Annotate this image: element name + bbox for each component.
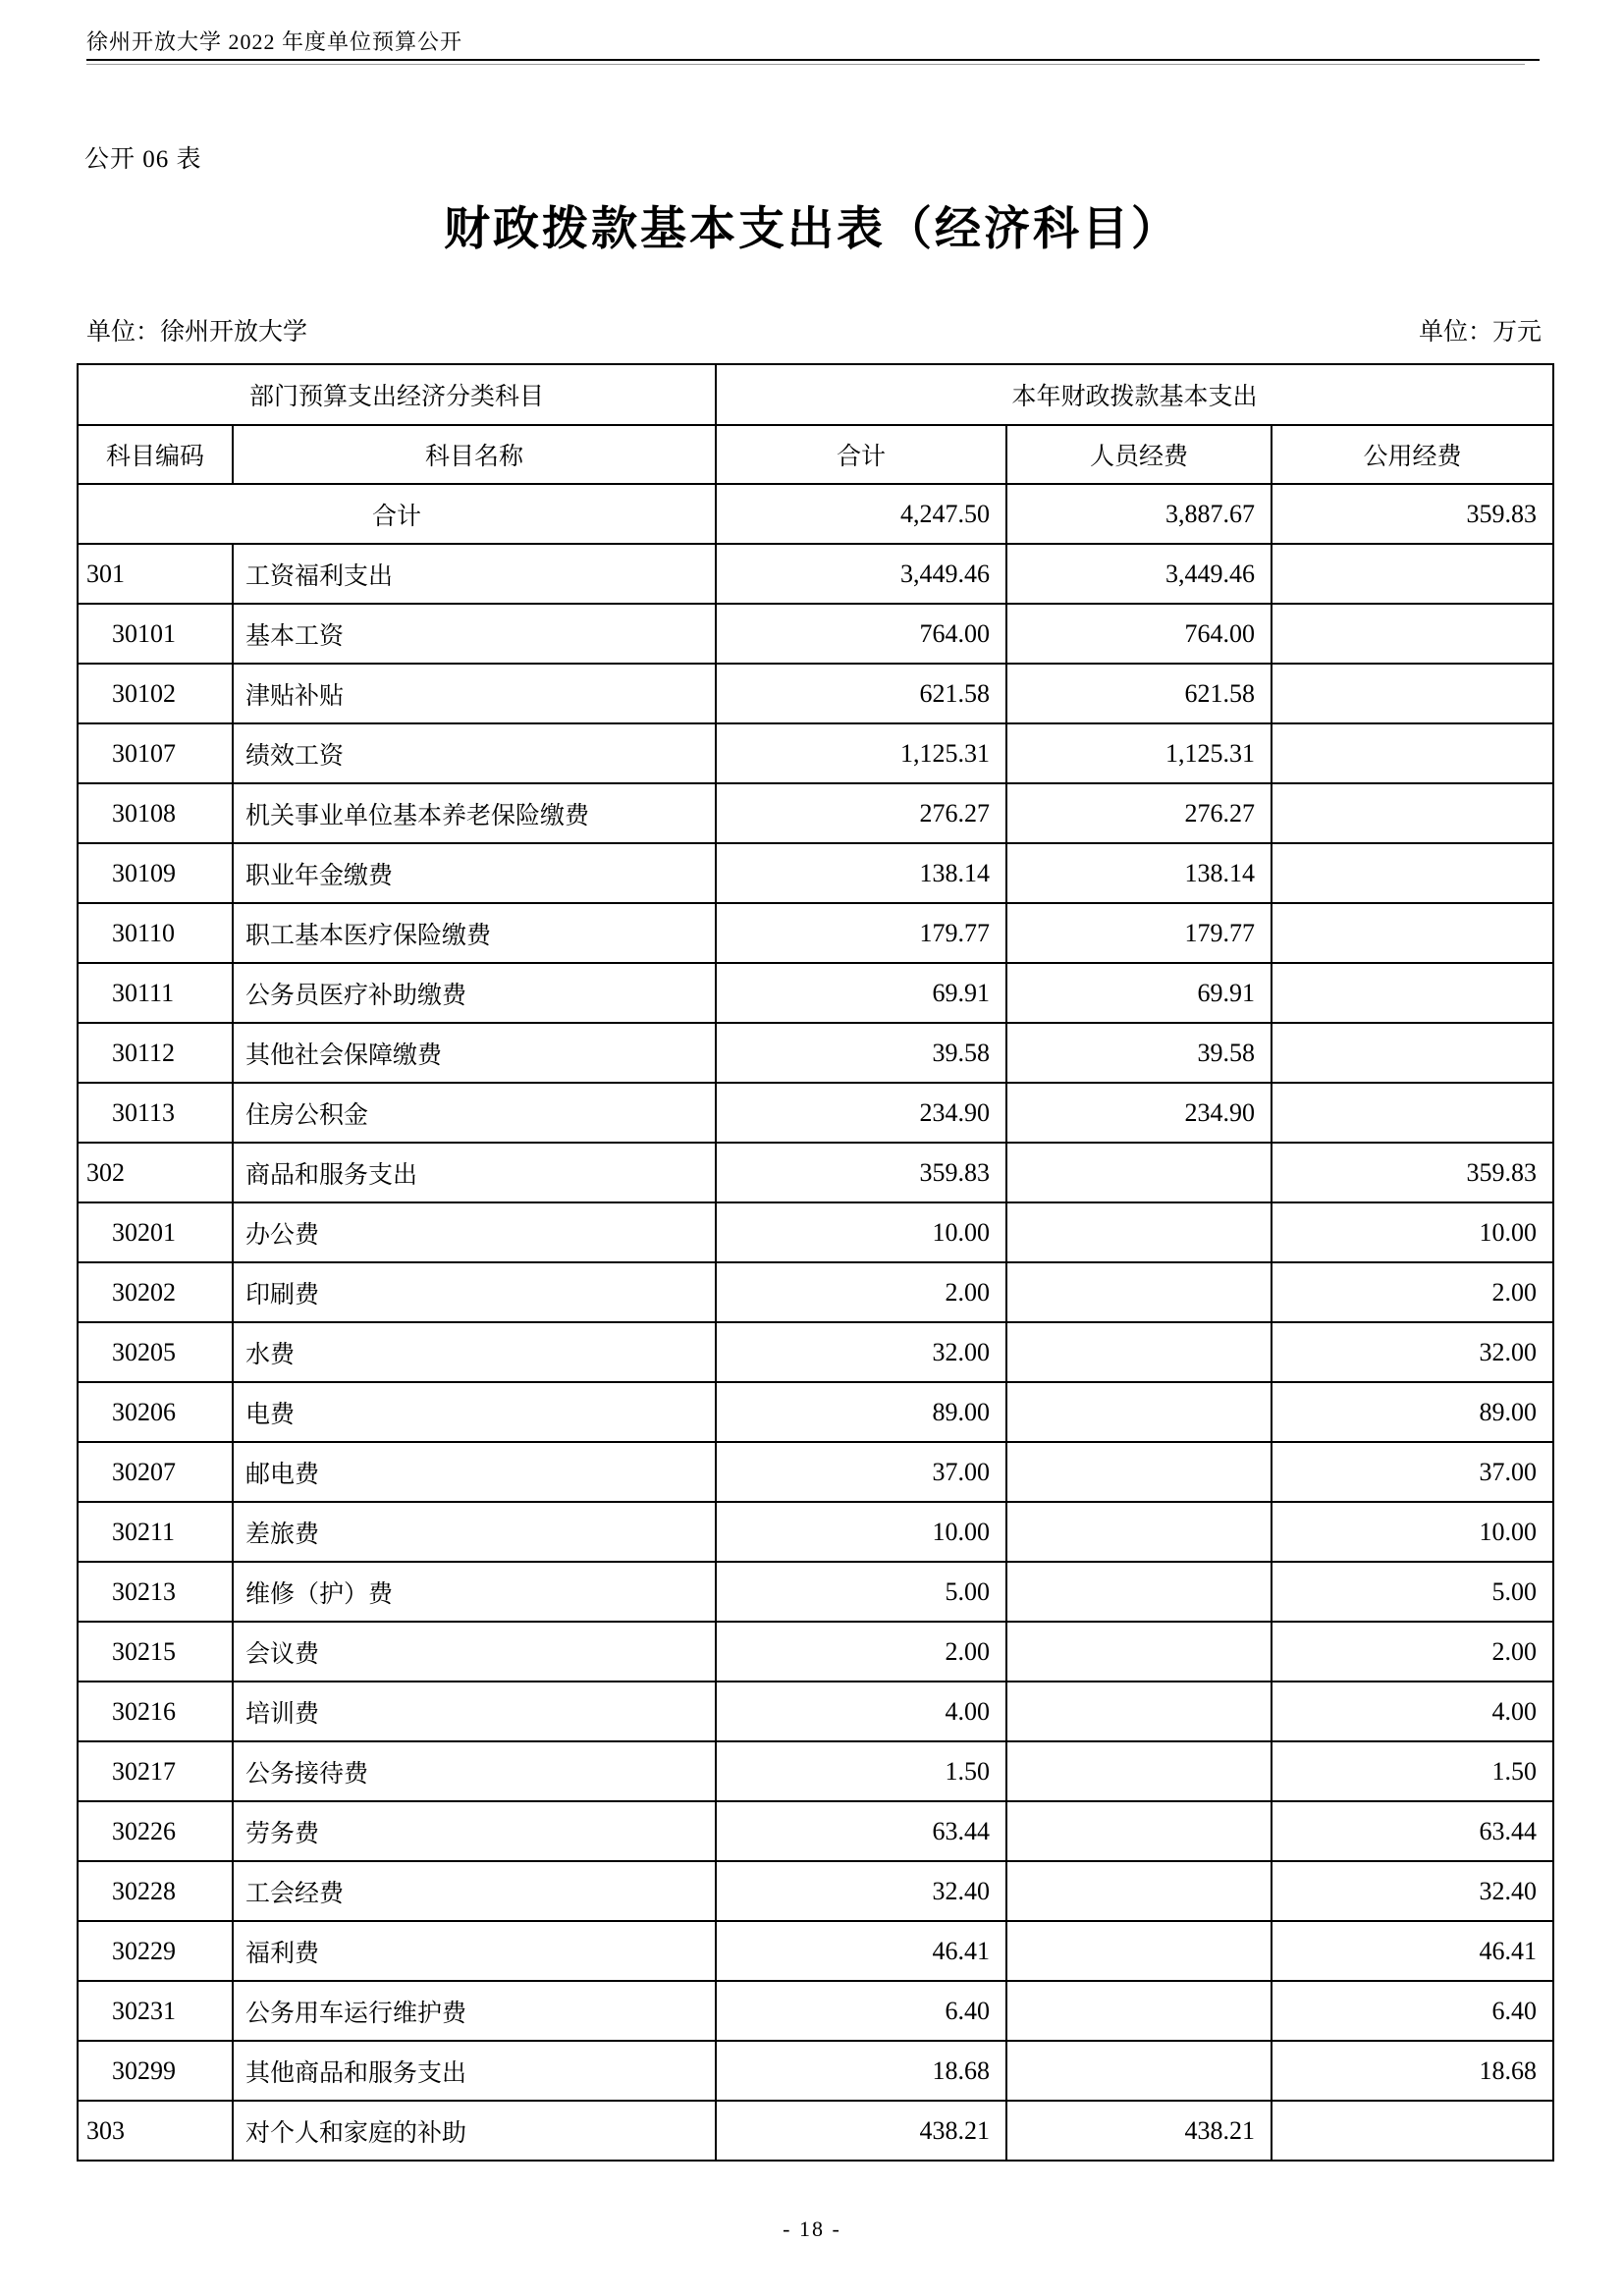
amount-personnel-cell	[1006, 1322, 1272, 1382]
subject-name-cell: 办公费	[233, 1202, 716, 1262]
subject-name-cell: 基本工资	[233, 604, 716, 664]
subject-code-cell: 30228	[78, 1861, 233, 1921]
amount-total-cell: 438.21	[716, 2101, 1006, 2161]
amount-total-cell: 69.91	[716, 963, 1006, 1023]
total-row-amount-total: 4,247.50	[716, 484, 1006, 544]
amount-total-cell: 10.00	[716, 1202, 1006, 1262]
amount-public-cell: 4.00	[1272, 1682, 1553, 1741]
header-divider-thick-line	[86, 59, 1540, 61]
subject-name-cell: 职工基本医疗保险缴费	[233, 903, 716, 963]
amount-total-cell: 621.58	[716, 664, 1006, 723]
amount-public-cell	[1272, 723, 1553, 783]
table-row	[78, 1682, 1553, 1741]
col-header-public: 公用经费	[1272, 425, 1553, 484]
amount-public-cell	[1272, 963, 1553, 1023]
subject-name-cell: 水费	[233, 1322, 716, 1382]
amount-personnel-cell	[1006, 1442, 1272, 1502]
amount-public-cell: 18.68	[1272, 2041, 1553, 2101]
subject-name-cell: 其他商品和服务支出	[233, 2041, 716, 2101]
subject-code-cell: 30215	[78, 1622, 233, 1682]
table-row	[78, 1442, 1553, 1502]
amount-personnel-cell	[1006, 1143, 1272, 1202]
subject-name-cell: 其他社会保障缴费	[233, 1023, 716, 1083]
unit-currency-label: 单位：万元	[1418, 319, 1542, 346]
amount-personnel-cell: 438.21	[1006, 2101, 1272, 2161]
amount-total-cell: 1.50	[716, 1741, 1006, 1801]
amount-personnel-cell	[1006, 1861, 1272, 1921]
amount-public-cell: 32.40	[1272, 1861, 1553, 1921]
table-row	[78, 963, 1553, 1023]
amount-personnel-cell	[1006, 1921, 1272, 1981]
subject-code-cell: 30211	[78, 1502, 233, 1562]
col-header-subject-name: 科目名称	[233, 425, 716, 484]
subject-name-cell: 机关事业单位基本养老保险缴费	[233, 783, 716, 843]
amount-total-cell: 10.00	[716, 1502, 1006, 1562]
table-row	[78, 1083, 1553, 1143]
subject-code-cell: 30207	[78, 1442, 233, 1502]
table-row	[78, 1502, 1553, 1562]
subject-code-cell: 30113	[78, 1083, 233, 1143]
amount-public-cell	[1272, 903, 1553, 963]
subject-code-cell: 30112	[78, 1023, 233, 1083]
amount-personnel-cell: 234.90	[1006, 1083, 1272, 1143]
table-column-header-row	[78, 425, 1553, 484]
amount-personnel-cell	[1006, 1382, 1272, 1442]
subject-name-cell: 职业年金缴费	[233, 843, 716, 903]
amount-public-cell: 2.00	[1272, 1262, 1553, 1322]
subject-code-cell: 30216	[78, 1682, 233, 1741]
amount-total-cell: 3,449.46	[716, 544, 1006, 604]
amount-public-cell: 2.00	[1272, 1622, 1553, 1682]
subject-name-cell: 商品和服务支出	[233, 1143, 716, 1202]
table-row	[78, 1023, 1553, 1083]
amount-personnel-cell: 764.00	[1006, 604, 1272, 664]
subject-code-cell: 30206	[78, 1382, 233, 1442]
subject-name-cell: 工资福利支出	[233, 544, 716, 604]
table-row	[78, 1202, 1553, 1262]
subject-code-cell: 30299	[78, 2041, 233, 2101]
subject-code-cell: 30101	[78, 604, 233, 664]
amount-personnel-cell	[1006, 1622, 1272, 1682]
col-header-personnel: 人员经费	[1006, 425, 1272, 484]
amount-total-cell: 359.83	[716, 1143, 1006, 1202]
amount-total-cell: 179.77	[716, 903, 1006, 963]
subject-name-cell: 公务用车运行维护费	[233, 1981, 716, 2041]
subject-name-cell: 福利费	[233, 1921, 716, 1981]
table-row	[78, 903, 1553, 963]
subject-name-cell: 绩效工资	[233, 723, 716, 783]
subject-code-cell: 301	[78, 544, 233, 604]
table-row	[78, 1921, 1553, 1981]
subject-name-cell: 电费	[233, 1382, 716, 1442]
amount-total-cell: 6.40	[716, 1981, 1006, 2041]
subject-code-cell: 30231	[78, 1981, 233, 2041]
subject-name-cell: 对个人和家庭的补助	[233, 2101, 716, 2161]
amount-public-cell: 359.83	[1272, 1143, 1553, 1202]
amount-total-cell: 89.00	[716, 1382, 1006, 1442]
table-row	[78, 1981, 1553, 2041]
total-row-amount-public: 359.83	[1272, 484, 1553, 544]
table-row	[78, 1622, 1553, 1682]
unit-name-label: 单位：徐州开放大学	[86, 319, 308, 346]
amount-total-cell: 32.00	[716, 1322, 1006, 1382]
table-row	[78, 1143, 1553, 1202]
amount-public-cell: 10.00	[1272, 1502, 1553, 1562]
table-row	[78, 604, 1553, 664]
budget-table	[77, 363, 1554, 2162]
subject-name-cell: 培训费	[233, 1682, 716, 1741]
subject-code-cell: 30229	[78, 1921, 233, 1981]
table-row	[78, 1861, 1553, 1921]
table-row	[78, 843, 1553, 903]
amount-personnel-cell	[1006, 1741, 1272, 1801]
total-row-label: 合计	[78, 484, 716, 544]
table-row	[78, 783, 1553, 843]
subject-code-cell: 30102	[78, 664, 233, 723]
table-total-row	[78, 484, 1553, 544]
subject-name-cell: 邮电费	[233, 1442, 716, 1502]
amount-total-cell: 1,125.31	[716, 723, 1006, 783]
amount-total-cell: 4.00	[716, 1682, 1006, 1741]
col-header-subject-code: 科目编码	[78, 425, 233, 484]
subject-name-cell: 公务接待费	[233, 1741, 716, 1801]
amount-public-cell: 46.41	[1272, 1921, 1553, 1981]
group-header-appropriation: 本年财政拨款基本支出	[716, 364, 1553, 425]
subject-name-cell: 津贴补贴	[233, 664, 716, 723]
amount-total-cell: 764.00	[716, 604, 1006, 664]
subject-code-cell: 303	[78, 2101, 233, 2161]
subject-code-cell: 30110	[78, 903, 233, 963]
amount-personnel-cell: 138.14	[1006, 843, 1272, 903]
amount-personnel-cell	[1006, 1682, 1272, 1741]
subject-name-cell: 公务员医疗补助缴费	[233, 963, 716, 1023]
table-row	[78, 2041, 1553, 2101]
subject-name-cell: 工会经费	[233, 1861, 716, 1921]
amount-total-cell: 276.27	[716, 783, 1006, 843]
subject-code-cell: 30109	[78, 843, 233, 903]
amount-public-cell	[1272, 783, 1553, 843]
amount-public-cell	[1272, 664, 1553, 723]
subject-name-cell: 会议费	[233, 1622, 716, 1682]
amount-total-cell: 234.90	[716, 1083, 1006, 1143]
table-number-label: 公开 06 表	[84, 146, 202, 173]
total-row-amount-personnel: 3,887.67	[1006, 484, 1272, 544]
amount-public-cell: 37.00	[1272, 1442, 1553, 1502]
table-row	[78, 1322, 1553, 1382]
subject-code-cell: 30108	[78, 783, 233, 843]
table-row	[78, 1382, 1553, 1442]
amount-public-cell: 1.50	[1272, 1741, 1553, 1801]
amount-total-cell: 2.00	[716, 1622, 1006, 1682]
table-row	[78, 1801, 1553, 1861]
subject-code-cell: 30111	[78, 963, 233, 1023]
amount-personnel-cell	[1006, 1202, 1272, 1262]
amount-personnel-cell: 276.27	[1006, 783, 1272, 843]
amount-public-cell	[1272, 604, 1553, 664]
amount-total-cell: 39.58	[716, 1023, 1006, 1083]
amount-total-cell: 46.41	[716, 1921, 1006, 1981]
subject-name-cell: 住房公积金	[233, 1083, 716, 1143]
amount-public-cell: 6.40	[1272, 1981, 1553, 2041]
amount-public-cell	[1272, 843, 1553, 903]
amount-public-cell: 89.00	[1272, 1382, 1553, 1442]
subject-code-cell: 30217	[78, 1741, 233, 1801]
amount-personnel-cell: 621.58	[1006, 664, 1272, 723]
amount-personnel-cell: 39.58	[1006, 1023, 1272, 1083]
amount-personnel-cell	[1006, 2041, 1272, 2101]
amount-public-cell: 32.00	[1272, 1322, 1553, 1382]
subject-code-cell: 30213	[78, 1562, 233, 1622]
table-group-header-row	[78, 364, 1553, 425]
subject-code-cell: 30205	[78, 1322, 233, 1382]
amount-personnel-cell: 1,125.31	[1006, 723, 1272, 783]
subject-code-cell: 302	[78, 1143, 233, 1202]
subject-name-cell: 劳务费	[233, 1801, 716, 1861]
amount-personnel-cell	[1006, 1502, 1272, 1562]
document-header-text: 徐州开放大学 2022 年度单位预算公开	[86, 29, 463, 54]
amount-public-cell: 5.00	[1272, 1562, 1553, 1622]
amount-total-cell: 32.40	[716, 1861, 1006, 1921]
col-header-total: 合计	[716, 425, 1006, 484]
amount-public-cell	[1272, 544, 1553, 604]
subject-name-cell: 差旅费	[233, 1502, 716, 1562]
amount-personnel-cell	[1006, 1981, 1272, 2041]
amount-personnel-cell	[1006, 1262, 1272, 1322]
amount-public-cell	[1272, 1083, 1553, 1143]
subject-code-cell: 30202	[78, 1262, 233, 1322]
amount-personnel-cell	[1006, 1801, 1272, 1861]
subject-name-cell: 印刷费	[233, 1262, 716, 1322]
amount-total-cell: 18.68	[716, 2041, 1006, 2101]
subject-code-cell: 30107	[78, 723, 233, 783]
unit-row	[86, 312, 1542, 347]
amount-public-cell: 10.00	[1272, 1202, 1553, 1262]
amount-public-cell	[1272, 2101, 1553, 2161]
amount-total-cell: 2.00	[716, 1262, 1006, 1322]
table-row	[78, 2101, 1553, 2161]
header-divider	[86, 59, 1540, 65]
table-row	[78, 1262, 1553, 1322]
table-row	[78, 664, 1553, 723]
amount-total-cell: 37.00	[716, 1442, 1006, 1502]
amount-personnel-cell: 3,449.46	[1006, 544, 1272, 604]
header-divider-thin-line	[86, 64, 1525, 65]
amount-total-cell: 5.00	[716, 1562, 1006, 1622]
table-row	[78, 723, 1553, 783]
amount-total-cell: 63.44	[716, 1801, 1006, 1861]
group-header-classification: 部门预算支出经济分类科目	[78, 364, 716, 425]
subject-code-cell: 30226	[78, 1801, 233, 1861]
amount-public-cell	[1272, 1023, 1553, 1083]
amount-total-cell: 138.14	[716, 843, 1006, 903]
amount-personnel-cell	[1006, 1562, 1272, 1622]
table-row	[78, 1562, 1553, 1622]
page-number: - 18 -	[783, 2216, 841, 2241]
subject-name-cell: 维修（护）费	[233, 1562, 716, 1622]
page-title: 财政拨款基本支出表（经济科目）	[444, 204, 1180, 255]
table-row	[78, 1741, 1553, 1801]
subject-code-cell: 30201	[78, 1202, 233, 1262]
table-row	[78, 544, 1553, 604]
amount-personnel-cell: 179.77	[1006, 903, 1272, 963]
amount-public-cell: 63.44	[1272, 1801, 1553, 1861]
amount-personnel-cell: 69.91	[1006, 963, 1272, 1023]
